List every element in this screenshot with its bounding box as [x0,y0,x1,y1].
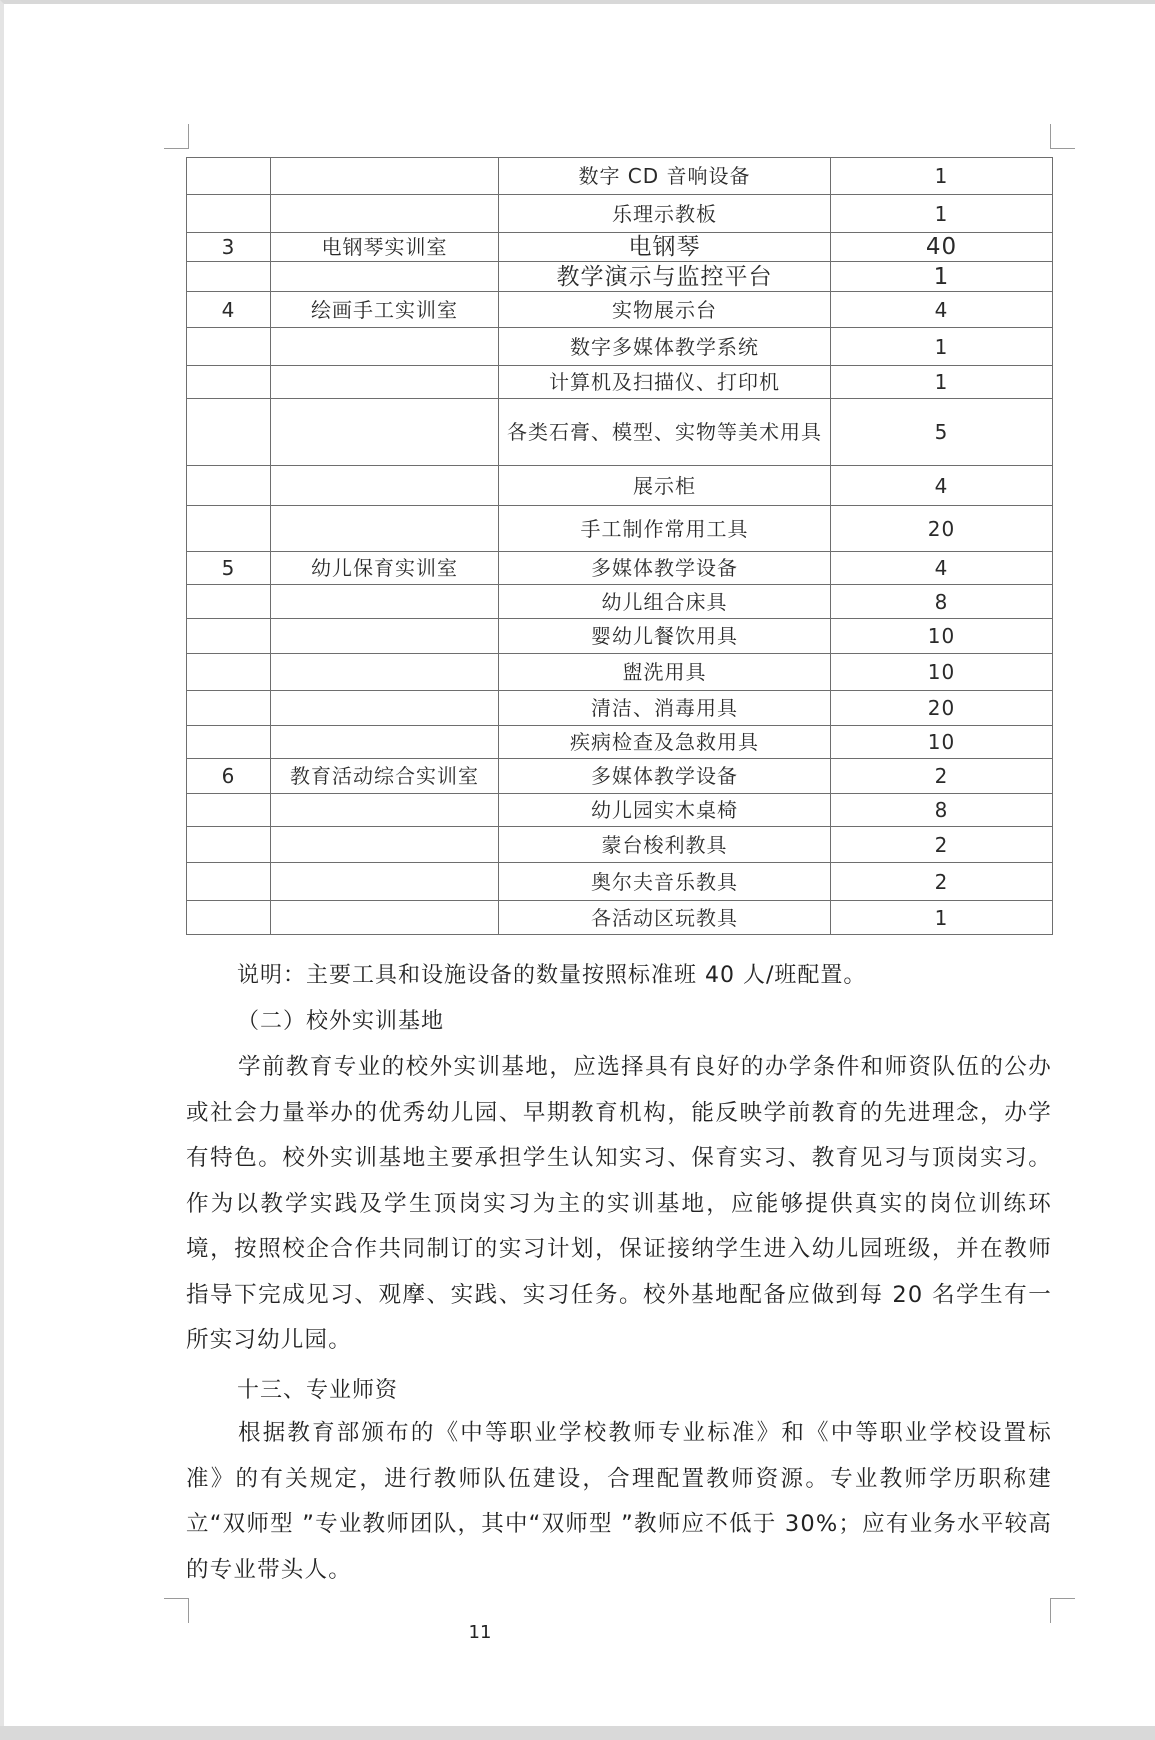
row-number-cell [187,262,271,292]
quantity-cell: 1 [831,262,1053,292]
row-number-cell [187,195,271,233]
row-number-cell [187,619,271,654]
quantity-cell: 40 [831,233,1053,262]
equipment-name-cell: 幼儿园实木桌椅 [499,794,831,827]
equipment-name-cell: 手工制作常用工具 [499,506,831,552]
table-row [187,506,1053,552]
room-name-cell [271,619,499,654]
quantity-cell: 4 [831,552,1053,585]
room-name-cell: 绘画手工实训室 [271,292,499,328]
crop-mark-top-left [164,124,189,149]
equipment-name-cell: 展示柜 [499,466,831,506]
table-row [187,262,1053,292]
equipment-name-cell: 婴幼儿餐饮用具 [499,619,831,654]
table-row [187,654,1053,691]
table-note: 说明：主要工具和设施设备的数量按照标准班 40 人/班配置。 [237,963,867,988]
room-name-cell: 幼儿保育实训室 [271,552,499,585]
equipment-table-body [187,158,1053,935]
table-row [187,863,1053,901]
table-row [187,759,1053,794]
table-row [187,794,1053,827]
row-number-cell [187,466,271,506]
equipment-name-cell: 蒙台梭利教具 [499,827,831,863]
crop-mark-top-right [1050,124,1075,149]
row-number-cell [187,158,271,195]
equipment-name-cell: 清洁、消毒用具 [499,691,831,726]
section-heading-teachers: 十三、专业师资 [237,1378,399,1403]
row-number-cell [187,328,271,366]
table-row [187,328,1053,366]
equipment-name-cell: 数字 CD 音响设备 [499,158,831,195]
row-number-cell [187,726,271,759]
room-name-cell [271,466,499,506]
table-row [187,399,1053,466]
row-number-cell [187,585,271,619]
quantity-cell: 20 [831,506,1053,552]
row-number-cell [187,827,271,863]
room-name-cell [271,585,499,619]
row-number-cell [187,794,271,827]
equipment-name-cell: 各类石膏、模型、实物等美术用具 [499,399,831,466]
equipment-name-cell: 教学演示与监控平台 [499,262,831,292]
table-row [187,466,1053,506]
table-row [187,233,1053,262]
room-name-cell [271,195,499,233]
equipment-table [186,157,1053,935]
equipment-name-cell: 电钢琴 [499,233,831,262]
quantity-cell: 10 [831,726,1053,759]
equipment-name-cell: 实物展示台 [499,292,831,328]
quantity-cell: 1 [831,901,1053,935]
quantity-cell: 8 [831,794,1053,827]
row-number-cell: 6 [187,759,271,794]
crop-mark-bottom-right [1050,1598,1075,1623]
quantity-cell: 2 [831,827,1053,863]
row-number-cell [187,506,271,552]
room-name-cell [271,399,499,466]
room-name-cell: 电钢琴实训室 [271,233,499,262]
row-number-cell [187,399,271,466]
equipment-name-cell: 数字多媒体教学系统 [499,328,831,366]
equipment-name-cell: 乐理示教板 [499,195,831,233]
quantity-cell: 2 [831,863,1053,901]
table-row [187,366,1053,399]
quantity-cell: 20 [831,691,1053,726]
table-row [187,585,1053,619]
bottom-edge [0,1726,1155,1740]
quantity-cell: 10 [831,654,1053,691]
room-name-cell [271,691,499,726]
quantity-cell: 4 [831,466,1053,506]
equipment-name-cell: 计算机及扫描仪、打印机 [499,366,831,399]
room-name-cell [271,654,499,691]
room-name-cell [271,506,499,552]
room-name-cell [271,262,499,292]
row-number-cell [187,366,271,399]
row-number-cell: 5 [187,552,271,585]
paragraph-teachers: 根据教育部颁布的《中等职业学校教师专业标准》和《中等职业学校设置标准》的有关规定，进行教师队伍建设，合理配置教师资源。专业教师学历职称建立“双师型 ”专业教师团队，其中“双师型 ”教师应不低于 30%；应有业务水平较高的专业带头人。 [186,1420,1052,1583]
equipment-name-cell: 盥洗用具 [499,654,831,691]
table-row [187,726,1053,759]
section-heading-outside-base: （二）校外实训基地 [237,1009,445,1034]
equipment-name-cell: 多媒体教学设备 [499,552,831,585]
quantity-cell: 1 [831,366,1053,399]
row-number-cell [187,691,271,726]
row-number-cell: 3 [187,233,271,262]
room-name-cell [271,794,499,827]
row-number-cell [187,901,271,935]
paragraph-outside-base: 学前教育专业的校外实训基地，应选择具有良好的办学条件和师资队伍的公办或社会力量举办的优秀幼儿园、早期教育机构，能反映学前教育的先进理念，办学有特色。校外实训基地主要承担学生认知实习、保育实习、教育见习与顶岗实习。作为以教学实践及学生顶岗实习为主的实训基地，应能够提供真实的岗位训练环境，按照校企合作共同制订的实习计划，保证接纳学生进入幼儿园班级，并在教师指导下完成见习、观摩、实践、实习任务。校外基地配备应做到每 20 名学生有一所实习幼儿园。 [186,1054,1052,1353]
room-name-cell [271,827,499,863]
room-name-cell [271,158,499,195]
row-number-cell [187,863,271,901]
equipment-name-cell: 疾病检查及急救用具 [499,726,831,759]
page-number: 11 [468,1622,492,1643]
quantity-cell: 8 [831,585,1053,619]
table-row [187,292,1053,328]
equipment-name-cell: 多媒体教学设备 [499,759,831,794]
equipment-name-cell: 各活动区玩教具 [499,901,831,935]
room-name-cell [271,366,499,399]
room-name-cell [271,901,499,935]
table-row [187,827,1053,863]
quantity-cell: 1 [831,158,1053,195]
table-row [187,195,1053,233]
quantity-cell: 4 [831,292,1053,328]
quantity-cell: 2 [831,759,1053,794]
room-name-cell [271,863,499,901]
room-name-cell [271,328,499,366]
table-row [187,619,1053,654]
table-row [187,901,1053,935]
room-name-cell: 教育活动综合实训室 [271,759,499,794]
row-number-cell [187,654,271,691]
room-name-cell [271,726,499,759]
quantity-cell: 10 [831,619,1053,654]
quantity-cell: 1 [831,195,1053,233]
table-row [187,691,1053,726]
quantity-cell: 1 [831,328,1053,366]
table-row [187,552,1053,585]
table-row [187,158,1053,195]
quantity-cell: 5 [831,399,1053,466]
equipment-name-cell: 奥尔夫音乐教具 [499,863,831,901]
row-number-cell: 4 [187,292,271,328]
equipment-name-cell: 幼儿组合床具 [499,585,831,619]
crop-mark-bottom-left [164,1598,189,1623]
